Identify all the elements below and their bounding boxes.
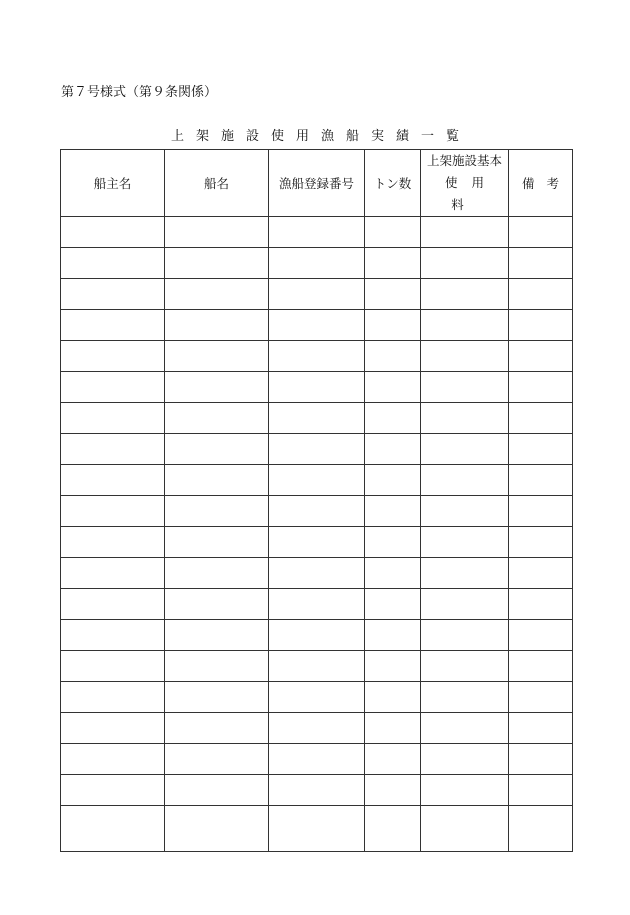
base-fee-cell[interactable] bbox=[421, 775, 509, 806]
tonnage-cell[interactable] bbox=[365, 403, 421, 434]
table-row bbox=[61, 217, 573, 248]
header-base-fee-line2: 使用料 bbox=[444, 175, 498, 212]
tonnage-cell[interactable] bbox=[365, 620, 421, 651]
table-row bbox=[61, 713, 573, 744]
tonnage-cell[interactable] bbox=[365, 527, 421, 558]
owner-name-cell[interactable] bbox=[61, 372, 165, 403]
remarks-cell[interactable] bbox=[509, 806, 573, 852]
registration-number-cell[interactable] bbox=[269, 682, 365, 713]
tonnage-cell[interactable] bbox=[365, 806, 421, 852]
base-fee-cell[interactable] bbox=[421, 248, 509, 279]
remarks-cell[interactable] bbox=[509, 341, 573, 372]
registration-number-cell[interactable] bbox=[269, 434, 365, 465]
header-tonnage: トン数 bbox=[365, 150, 421, 217]
remarks-cell[interactable] bbox=[509, 651, 573, 682]
tonnage-cell[interactable] bbox=[365, 279, 421, 310]
base-fee-cell[interactable] bbox=[421, 682, 509, 713]
remarks-cell[interactable] bbox=[509, 403, 573, 434]
remarks-cell[interactable] bbox=[509, 744, 573, 775]
table-row bbox=[61, 682, 573, 713]
vessel-name-cell[interactable] bbox=[165, 403, 269, 434]
table-body bbox=[61, 217, 573, 852]
owner-name-cell[interactable] bbox=[61, 775, 165, 806]
remarks-cell[interactable] bbox=[509, 496, 573, 527]
table-row bbox=[61, 248, 573, 279]
tonnage-cell[interactable] bbox=[365, 248, 421, 279]
owner-name-cell[interactable] bbox=[61, 217, 165, 248]
owner-name-cell[interactable] bbox=[61, 465, 165, 496]
vessel-usage-table bbox=[60, 149, 573, 852]
table-row bbox=[61, 310, 573, 341]
vessel-name-cell[interactable] bbox=[165, 310, 269, 341]
table-row bbox=[61, 806, 573, 852]
owner-name-cell[interactable] bbox=[61, 713, 165, 744]
table-row bbox=[61, 775, 573, 806]
remarks-cell[interactable] bbox=[509, 279, 573, 310]
table-row bbox=[61, 527, 573, 558]
registration-number-cell[interactable] bbox=[269, 806, 365, 852]
tonnage-cell[interactable] bbox=[365, 341, 421, 372]
table-row bbox=[61, 651, 573, 682]
remarks-cell[interactable] bbox=[509, 527, 573, 558]
owner-name-cell[interactable] bbox=[61, 744, 165, 775]
vessel-name-cell[interactable] bbox=[165, 775, 269, 806]
base-fee-cell[interactable] bbox=[421, 310, 509, 341]
vessel-name-cell[interactable] bbox=[165, 589, 269, 620]
registration-number-cell[interactable] bbox=[269, 620, 365, 651]
table-header-row bbox=[61, 150, 573, 217]
vessel-name-cell[interactable] bbox=[165, 372, 269, 403]
base-fee-cell[interactable] bbox=[421, 372, 509, 403]
vessel-name-cell[interactable] bbox=[165, 682, 269, 713]
registration-number-cell[interactable] bbox=[269, 217, 365, 248]
remarks-cell[interactable] bbox=[509, 465, 573, 496]
vessel-name-cell[interactable] bbox=[165, 558, 269, 589]
tonnage-cell[interactable] bbox=[365, 682, 421, 713]
registration-number-cell[interactable] bbox=[269, 775, 365, 806]
vessel-name-cell[interactable] bbox=[165, 496, 269, 527]
base-fee-cell[interactable] bbox=[421, 744, 509, 775]
document-title: 上架施設使用漁船実績一覧 bbox=[170, 129, 471, 144]
registration-number-cell[interactable] bbox=[269, 651, 365, 682]
remarks-cell[interactable] bbox=[509, 620, 573, 651]
base-fee-cell[interactable] bbox=[421, 589, 509, 620]
owner-name-cell[interactable] bbox=[61, 806, 165, 852]
base-fee-cell[interactable] bbox=[421, 434, 509, 465]
table-row bbox=[61, 465, 573, 496]
owner-name-cell[interactable] bbox=[61, 279, 165, 310]
base-fee-cell[interactable] bbox=[421, 341, 509, 372]
vessel-name-cell[interactable] bbox=[165, 248, 269, 279]
remarks-cell[interactable] bbox=[509, 682, 573, 713]
table-row bbox=[61, 589, 573, 620]
tonnage-cell[interactable] bbox=[365, 310, 421, 341]
registration-number-cell[interactable] bbox=[269, 558, 365, 589]
base-fee-cell[interactable] bbox=[421, 403, 509, 434]
remarks-cell[interactable] bbox=[509, 589, 573, 620]
table-row bbox=[61, 372, 573, 403]
remarks-cell[interactable] bbox=[509, 217, 573, 248]
registration-number-cell[interactable] bbox=[269, 248, 365, 279]
tonnage-cell[interactable] bbox=[365, 651, 421, 682]
vessel-name-cell[interactable] bbox=[165, 527, 269, 558]
table-row bbox=[61, 279, 573, 310]
remarks-cell[interactable] bbox=[509, 372, 573, 403]
vessel-name-cell[interactable] bbox=[165, 620, 269, 651]
form-number: 第７号様式（第９条関係） bbox=[61, 85, 218, 100]
registration-number-cell[interactable] bbox=[269, 465, 365, 496]
remarks-cell[interactable] bbox=[509, 248, 573, 279]
remarks-cell[interactable] bbox=[509, 310, 573, 341]
table-row bbox=[61, 434, 573, 465]
table-row bbox=[61, 744, 573, 775]
table-row bbox=[61, 341, 573, 372]
tonnage-cell[interactable] bbox=[365, 775, 421, 806]
header-remarks: 備考 bbox=[509, 150, 573, 217]
remarks-cell[interactable] bbox=[509, 558, 573, 589]
registration-number-cell[interactable] bbox=[269, 496, 365, 527]
registration-number-cell[interactable] bbox=[269, 744, 365, 775]
base-fee-cell[interactable] bbox=[421, 558, 509, 589]
tonnage-cell[interactable] bbox=[365, 589, 421, 620]
registration-number-cell[interactable] bbox=[269, 403, 365, 434]
tonnage-cell[interactable] bbox=[365, 496, 421, 527]
base-fee-cell[interactable] bbox=[421, 713, 509, 744]
owner-name-cell[interactable] bbox=[61, 341, 165, 372]
base-fee-cell[interactable] bbox=[421, 465, 509, 496]
tonnage-cell[interactable] bbox=[365, 465, 421, 496]
vessel-name-cell[interactable] bbox=[165, 713, 269, 744]
remarks-cell[interactable] bbox=[509, 775, 573, 806]
owner-name-cell[interactable] bbox=[61, 620, 165, 651]
vessel-name-cell[interactable] bbox=[165, 744, 269, 775]
registration-number-cell[interactable] bbox=[269, 279, 365, 310]
registration-number-cell[interactable] bbox=[269, 527, 365, 558]
owner-name-cell[interactable] bbox=[61, 682, 165, 713]
registration-number-cell[interactable] bbox=[269, 589, 365, 620]
owner-name-cell[interactable] bbox=[61, 589, 165, 620]
base-fee-cell[interactable] bbox=[421, 279, 509, 310]
vessel-name-cell[interactable] bbox=[165, 465, 269, 496]
header-registration-number: 漁船登録番号 bbox=[269, 150, 365, 217]
registration-number-cell[interactable] bbox=[269, 341, 365, 372]
tonnage-cell[interactable] bbox=[365, 744, 421, 775]
vessel-name-cell[interactable] bbox=[165, 434, 269, 465]
base-fee-cell[interactable] bbox=[421, 651, 509, 682]
vessel-name-cell[interactable] bbox=[165, 806, 269, 852]
tonnage-cell[interactable] bbox=[365, 434, 421, 465]
tonnage-cell[interactable] bbox=[365, 372, 421, 403]
header-vessel-name: 船名 bbox=[165, 150, 269, 217]
owner-name-cell[interactable] bbox=[61, 558, 165, 589]
owner-name-cell[interactable] bbox=[61, 403, 165, 434]
base-fee-cell[interactable] bbox=[421, 806, 509, 852]
header-base-fee bbox=[421, 150, 509, 217]
base-fee-cell[interactable] bbox=[421, 217, 509, 248]
table-row bbox=[61, 620, 573, 651]
base-fee-cell[interactable] bbox=[421, 527, 509, 558]
registration-number-cell[interactable] bbox=[269, 713, 365, 744]
registration-number-cell[interactable] bbox=[269, 372, 365, 403]
table-row bbox=[61, 403, 573, 434]
header-owner-name: 船主名 bbox=[61, 150, 165, 217]
owner-name-cell[interactable] bbox=[61, 496, 165, 527]
owner-name-cell[interactable] bbox=[61, 434, 165, 465]
header-base-fee-line1: 上架施設基本 bbox=[426, 153, 502, 168]
remarks-cell[interactable] bbox=[509, 434, 573, 465]
base-fee-cell[interactable] bbox=[421, 620, 509, 651]
base-fee-cell[interactable] bbox=[421, 496, 509, 527]
vessel-name-cell[interactable] bbox=[165, 279, 269, 310]
vessel-name-cell[interactable] bbox=[165, 341, 269, 372]
remarks-cell[interactable] bbox=[509, 713, 573, 744]
table-row bbox=[61, 558, 573, 589]
owner-name-cell[interactable] bbox=[61, 248, 165, 279]
tonnage-cell[interactable] bbox=[365, 713, 421, 744]
vessel-name-cell[interactable] bbox=[165, 217, 269, 248]
vessel-name-cell[interactable] bbox=[165, 651, 269, 682]
owner-name-cell[interactable] bbox=[61, 651, 165, 682]
tonnage-cell[interactable] bbox=[365, 558, 421, 589]
table-row bbox=[61, 496, 573, 527]
owner-name-cell[interactable] bbox=[61, 310, 165, 341]
owner-name-cell[interactable] bbox=[61, 527, 165, 558]
tonnage-cell[interactable] bbox=[365, 217, 421, 248]
registration-number-cell[interactable] bbox=[269, 310, 365, 341]
